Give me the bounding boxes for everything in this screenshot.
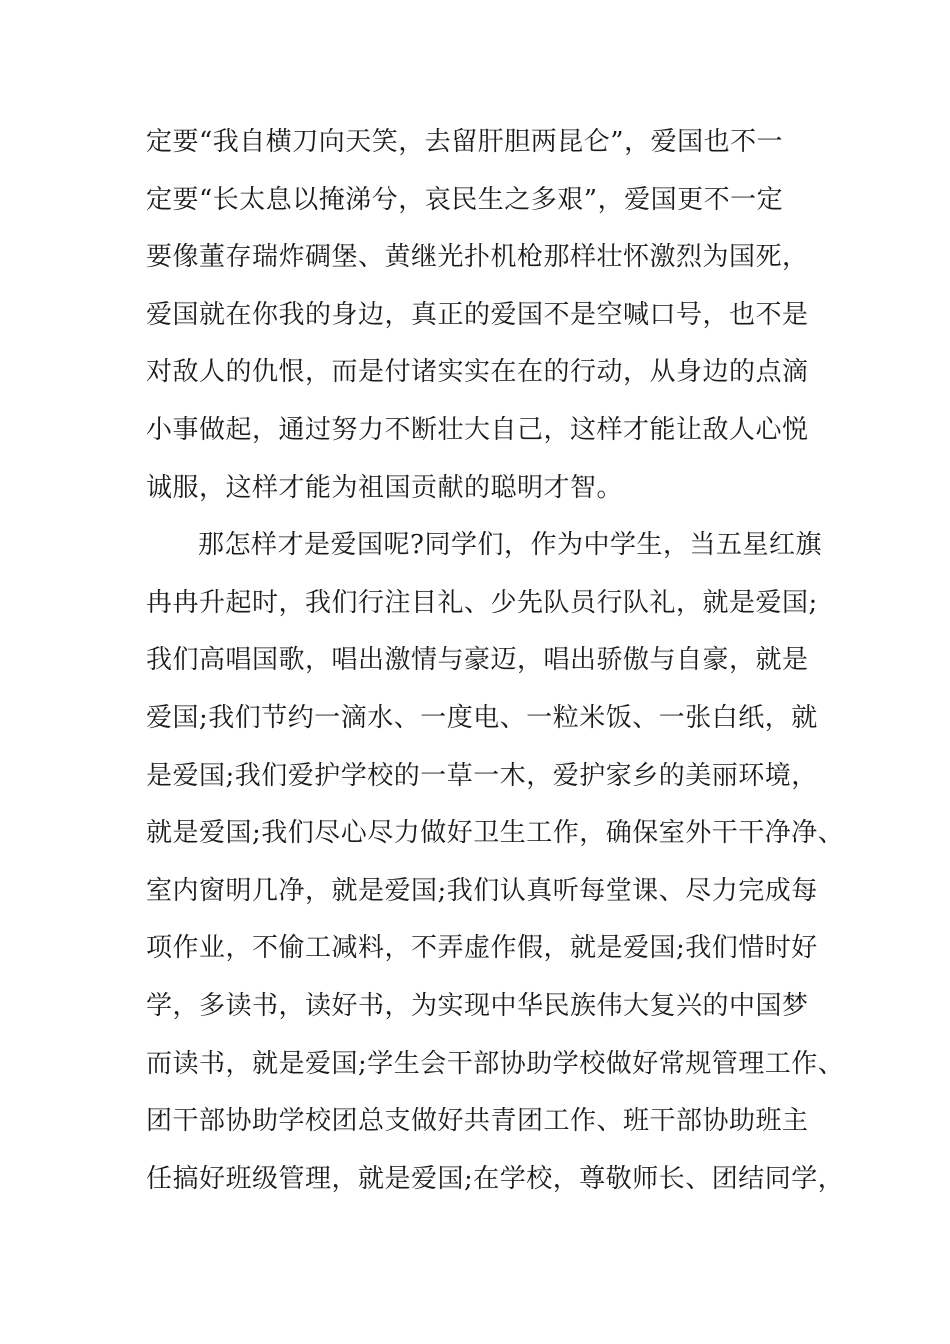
text-line-9: 冉冉升起时，我们行注目礼、少先队员行队礼，就是爱国; <box>146 587 818 618</box>
text-line-4: 爱国就在你我的身边，真正的爱国不是空喊口号，也不是 <box>146 299 809 330</box>
text-line-16: 学，多读书，读好书，为实现中华民族伟大复兴的中国梦 <box>146 990 809 1021</box>
text-line-10: 我们高唱国歌，唱出激情与豪迈，唱出骄傲与自豪，就是 <box>146 645 809 676</box>
text-line-17: 而读书，就是爱国;学生会干部协助学校做好常规管理工作、 <box>146 1048 845 1079</box>
text-line-8-paragraph-start: 那怎样才是爱国呢?同学们，作为中学生，当五星红旗 <box>198 530 822 561</box>
text-line-1: 定要“我自横刀向天笑，去留肝胆两昆仑”，爱国也不一 <box>146 127 784 157</box>
text-line-5: 对敌人的仇恨，而是付诸实实在在的行动，从身边的点滴 <box>146 357 809 388</box>
text-line-11: 爱国;我们节约一滴水、一度电、一粒米饭、一张白纸，就 <box>146 702 818 733</box>
text-line-14: 室内窗明几净，就是爱国;我们认真听每堂课、尽力完成每 <box>146 875 818 906</box>
text-line-19: 任搞好班级管理，就是爱国;在学校，尊敬师长、团结同学， <box>146 1163 845 1194</box>
text-line-18: 团干部协助学校团总支做好共青团工作、班干部协助班主 <box>146 1106 809 1137</box>
text-line-15: 项作业，不偷工减料，不弄虚作假，就是爱国;我们惜时好 <box>146 933 818 964</box>
text-line-6: 小事做起，通过努力不断壮大自己，这样才能让敌人心悦 <box>146 414 809 445</box>
body-text <box>146 122 845 1216</box>
text-line-2: 定要“长太息以掩涕兮，哀民生之多艰”，爱国更不一定 <box>146 184 784 215</box>
text-line-3: 要像董存瑞炸碉堡、黄继光扑机枪那样壮怀激烈为国死， <box>146 242 809 273</box>
text-line-7: 诚服，这样才能为祖国贡献的聪明才智。 <box>146 472 624 503</box>
text-line-12: 是爱国;我们爱护学校的一草一木，爱护家乡的美丽环境， <box>146 760 818 791</box>
text-line-13: 就是爱国;我们尽心尽力做好卫生工作，确保室外干干净净、 <box>146 818 845 849</box>
